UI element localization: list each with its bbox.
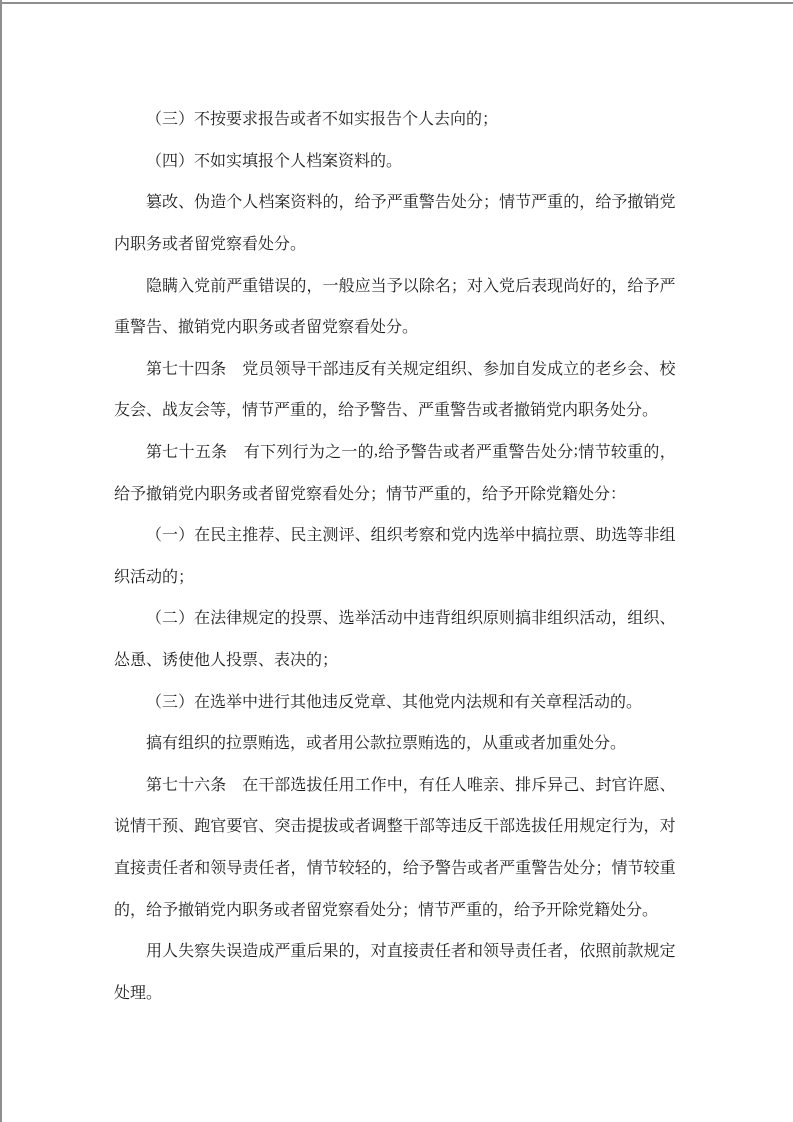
text-line: 直 接 责 任 者 和 领 导 责 任 者 ， 情 节 较 轻 的 ， 给 予 警 告 或 者 严 重 警 告 处 分 ； 情 节 较 重 — [114, 859, 676, 877]
text-line: 篡 改 、 伪 造 个 人 档 案 资 料 的 ， 给 予 严 重 警 告 处 分 ； 情 节 严 重 的 ， 给 予 撤 销 党 — [146, 194, 676, 212]
text-line: 搞有组织的拉票贿选，或者用公款拉票贿选的，从重或者加重处分。 — [146, 735, 627, 753]
text-line: （ 一 ） 在 民 主 推 荐 、 民 主 测 评 、 组 织 考 察 和 党 内 选 举 中 搞 拉 票 、 助 选 等 非 组 — [146, 527, 676, 545]
text-line: 织活动的； — [114, 568, 195, 586]
text-line: 重警告、撤销党内职务或者留党察看处分。 — [114, 319, 419, 337]
text-line: 第 七 十 五 条 有 下 列 行 为 之 一 的 , 给 予 警 告 或 者 严 重 警 告 处 分 ; 情 节 较 重 的 ， — [146, 441, 676, 462]
text-line: 处理。 — [114, 984, 163, 1002]
text-line: 第 七 十 六 条 在 干 部 选 拔 任 用 工 作 中 ， 有 任 人 唯 亲 、 排 斥 异 己 、 封 官 许 愿 、 — [146, 776, 676, 794]
text-line: 友会、战友会等，情节严重的，给予警告、严重警告或者撤销党内职务处分。 — [114, 402, 659, 420]
text-line: 内职务或者留党察看处分。 — [114, 236, 307, 254]
text-line: 第 七 十 四 条 党 员 领 导 干 部 违 反 有 关 规 定 组 织 、 参 加 自 发 成 立 的 老 乡 会 、 校 — [146, 360, 676, 378]
text-line: （ 二 ） 在 法 律 规 定 的 投 票 、 选 举 活 动 中 违 背 组 织 原 则 搞 非 组 织 活 动 ， 组 织 、 — [146, 610, 676, 628]
page-left-edge-line — [0, 0, 2, 1122]
text-line: 说 情 干 预 、 跑 官 要 官 、 突 击 提 拔 或 者 调 整 干 部 等 违 反 干 部 选 拔 任 用 规 定 行 为 ， 对 — [114, 818, 676, 836]
text-line: 给予撤销党内职务或者留党察看处分；情节严重的，给予开除党籍处分： — [114, 485, 627, 503]
text-line: 隐 瞒 入 党 前 严 重 错 误 的 ， 一 般 应 当 予 以 除 名 ； 对 入 党 后 表 现 尚 好 的 ， 给 予 严 — [146, 277, 676, 295]
document-body-text — [114, 97, 676, 1012]
page-top-edge-line — [0, 2, 793, 4]
text-line: （三）在选举中进行其他违反党章、其他党内法规和有关章程活动的。 — [146, 693, 643, 711]
text-line: （三）不按要求报告或者不如实报告个人去向的； — [146, 111, 499, 129]
text-line: 的，给予撤销党内职务或者留党察看处分；情节严重的，给予开除党籍处分。 — [114, 901, 659, 919]
text-line: 怂恿、诱使他人投票、表决的； — [114, 652, 339, 670]
text-line: 用 人 失 察 失 误 造 成 严 重 后 果 的 ， 对 直 接 责 任 者 和 领 导 责 任 者 ， 依 照 前 款 规 定 — [146, 943, 676, 961]
text-line: （四）不如实填报个人档案资料的。 — [146, 152, 403, 170]
